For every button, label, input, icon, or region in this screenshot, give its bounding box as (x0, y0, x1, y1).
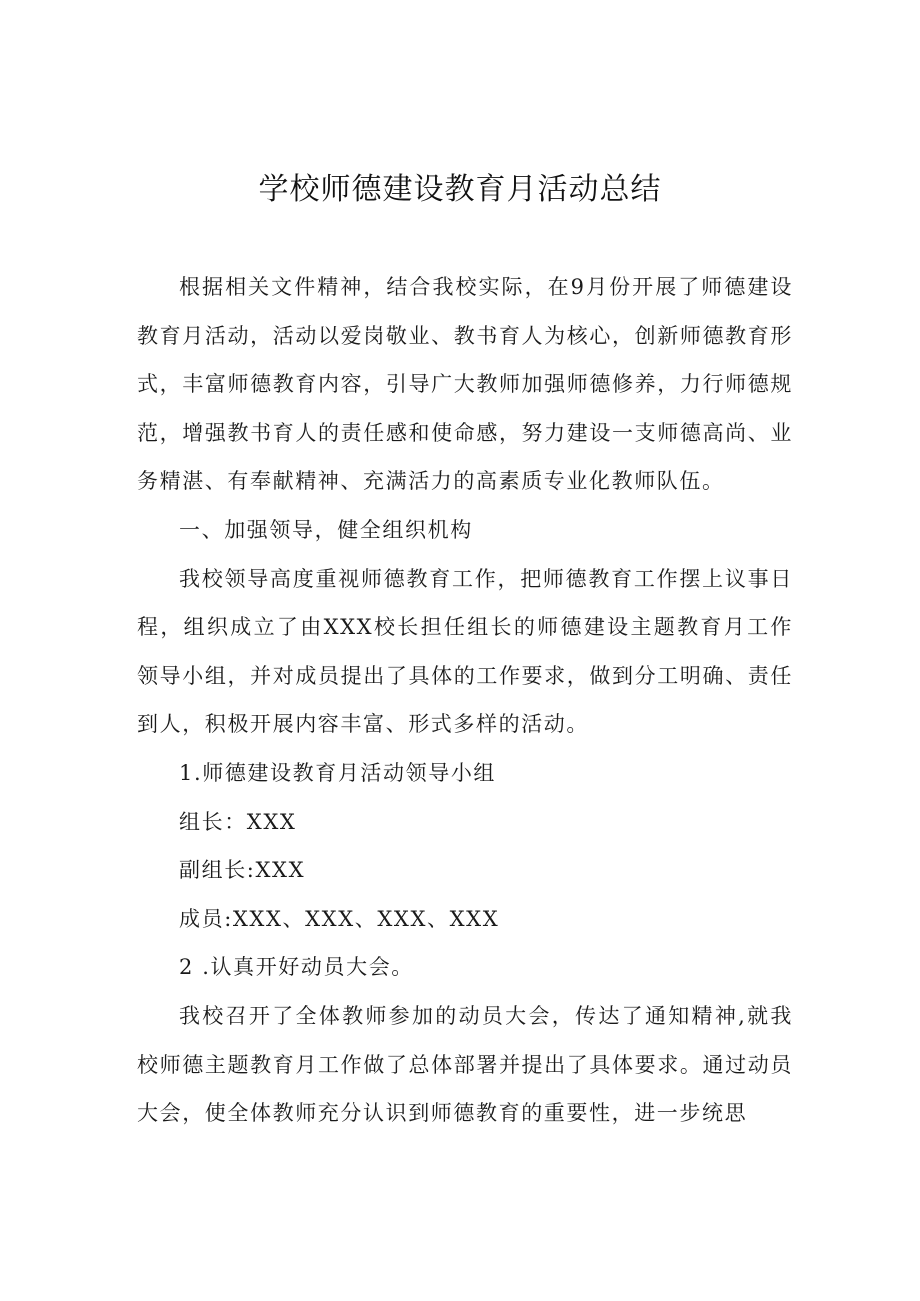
section-heading-1: 一、加强领导，健全组织机构 (179, 517, 473, 542)
group-leader-line: 组长：XXX (179, 809, 297, 834)
subheading-leadership-group: 1.师德建设教育月活动领导小组 (179, 760, 497, 785)
members-line: 成员:XXX、XXX、XXX、XXX (179, 906, 500, 931)
deputy-leader-line: 副组长:XXX (179, 858, 306, 883)
document-title: 学校师德建设教育月活动总结 (258, 172, 662, 207)
document-body (137, 263, 793, 1138)
paragraph-mobilization: 我校召开了全体教师参加的动员大会，传达了通知精神,就我校师德主题教育月工作做了总体部署并提出了具体要求。通过动员大会，使全体教师充分认识到师德教育的重要性，进一步统思 (137, 1003, 793, 1126)
subheading-mobilization-meeting: 2 .认真开好动员大会。 (179, 955, 414, 980)
paragraph-leadership: 我校领导高度重视师德教育工作，把师德教育工作摆上议事日程，组织成立了由XXX校长担任组长的师德建设主题教育月工作领导小组，并对成员提出了具体的工作要求，做到分工明确、责任到人，积极开展内容丰富、形式多样的活动。 (137, 566, 793, 737)
paragraph-intro: 根据相关文件精神，结合我校实际，在9月份开展了师德建设教育月活动，活动以爱岗敬业、教书育人为核心，创新师德教育形式，丰富师德教育内容，引导广大教师加强师德修养，力行师德规范，增强教书育人的责任感和使命感，努力建设一支师德高尚、业务精湛、有奉献精神、充满活力的高素质专业化教师队伍。 (137, 275, 793, 494)
